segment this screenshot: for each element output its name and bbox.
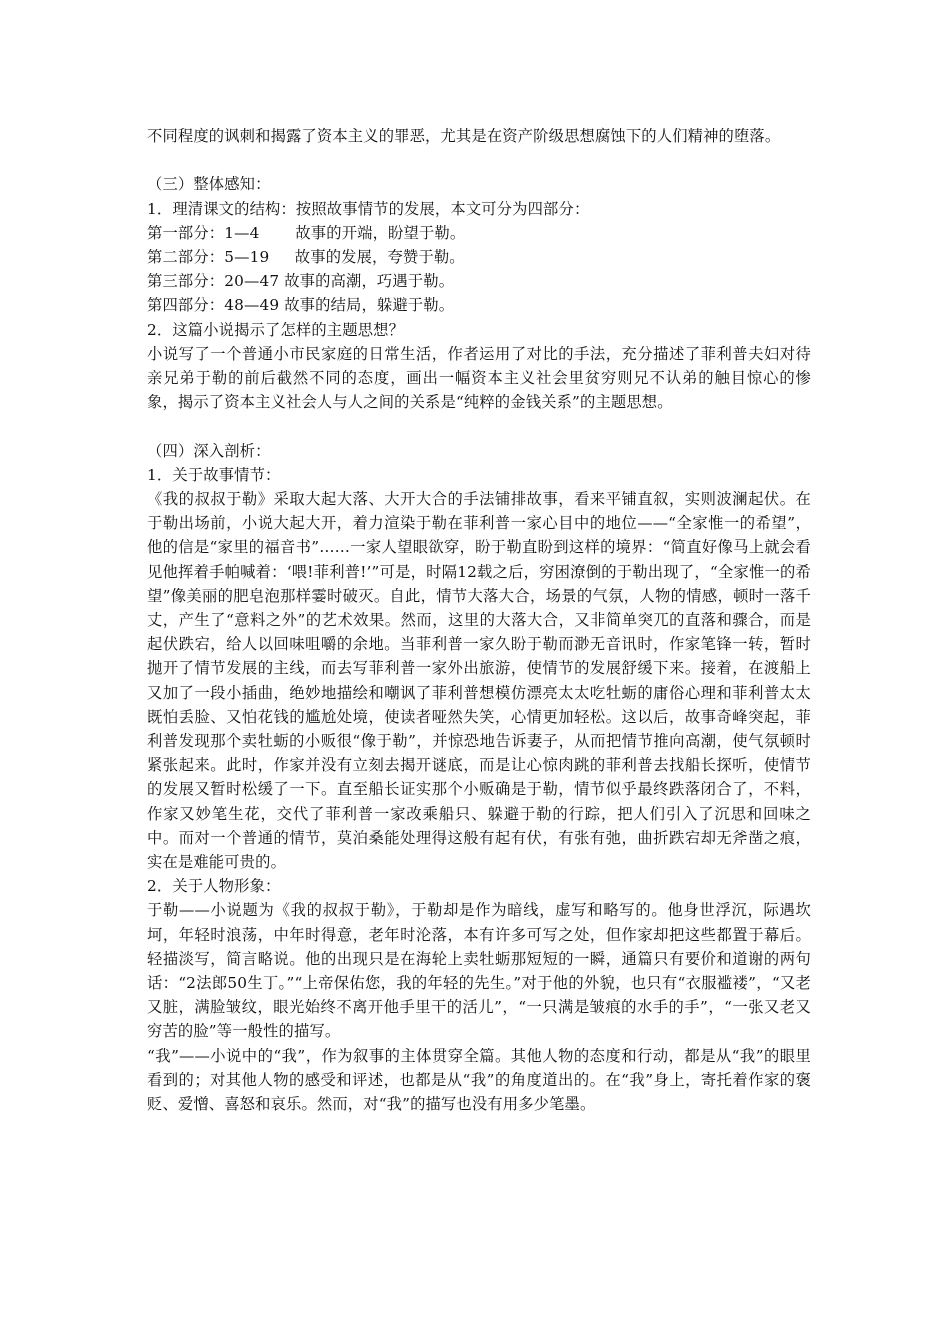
theme-answer-paragraph: 小说写了一个普通小市民家庭的日常生活，作者运用了对比的手法，充分描述了菲利普夫妇对待亲兄弟于勒的前后截然不同的态度，画出一幅资本主义社会里贫穷则兄不认弟的触目惊心的惨象，揭示了资本主义社会人与人之间的关系是“纯粹的金钱关系”的主题思想。 [147,344,811,412]
character-narrator-paragraph: “我”——小说中的“我”，作为叙事的主体贯穿全篇。其他人物的态度和行动，都是从“我”的眼里看到的；对其他人物的感受和评述，也都是从“我”的角度道出的。在“我”身上，寄托着作家的褒贬、爱憎、喜怒和哀乐。然而，对“我”的描写也没有用多少笔墨。 [147,1046,811,1114]
structure-part-2: 第二部分：5—19 故事的发展，夸赞于勒。 [147,248,465,266]
structure-part-3: 第三部分：20—47 故事的高潮，巧遇于勒。 [147,272,455,291]
character-jules-paragraph: 于勒——小说题为《我的叔叔于勒》，于勒却是作为暗线，虚写和略写的。他身世浮沉，际遇坎坷，年轻时浪荡，中年时得意，老年时沦落，本有许多可写之处，但作家却把这些都置于幕后。轻描淡写，简言略说。他的出现只是在海轮上卖牡蛎那短短的一瞬，通篇只有要价和道谢的两句话：“2法郎50生丁。”“上帝保佑您，我的年轻的先生。”对于他的外貌，也只有“衣服褴褛”，“又老又脏，满脸皱纹，眼光始终不离开他手里干的活儿”，“一只满是皱痕的水手的手”，“一张又老又穷苦的脸”等一般性的描写。 [147,901,811,1041]
section-3-question-2: 2．这篇小说揭示了怎样的主题思想？ [147,320,405,339]
document-page [147,124,811,1116]
plot-analysis-paragraph: 《我的叔叔于勒》采取大起大落、大开大合的手法铺排故事，看来平铺直叙，实则波澜起伏。在于勒出场前，小说大起大开，着力渲染于勒在菲利普一家心目中的地位——“全家惟一的希望”，他的信是“家里的福音书”……一家人望眼欲穿，盼于勒直盼到这样的境界：“简直好像马上就会看见他挥着手帕喊着：‘喂!菲利普!’”可是，时隔12载之后，穷困潦倒的于勒出现了，“全家惟一的希望”像美丽的肥皂泡那样霎时破灭。自此，情节大落大合，场景的气氛，人物的情感，顿时一落千丈，产生了“意料之外”的艺术效果。然而，这里的大落大合，又非简单突兀的直落和骤合，而是起伏跌宕，给人以回味咀嚼的余地。当菲利普一家久盼于勒而渺无音讯时，作家笔锋一转，暂时抛开了情节发展的主线，而去写菲利普一家外出旅游，使情节的发展舒缓下来。接着，在渡船上又加了一段小插曲，绝妙地描绘和嘲讽了菲利普想模仿漂亮太太吃牡蛎的庸俗心理和菲利普太太既怕丢脸、又怕花钱的尴尬处境，使读者哑然失笑，心情更加轻松。这以后，故事奇峰突起，菲利普发现那个卖牡蛎的小贩很“像于勒”，并惊恐地告诉妻子，从而把情节推向高潮，使气氛顿时紧张起来。此时，作家并没有立刻去揭开谜底，而是让心惊肉跳的菲利普去找船长探听，使情节的发展又暂时松缓了一下。直至船长证实那个小贩确是于勒，情节似乎最终跌落闭合了，不料，作家又妙笔生花，交代了菲利普一家改乘船只、躲避于勒的行踪，把人们引入了沉思和回味之中。而对一个普通的情节，莫泊桑能处理得这般有起有伏，有张有弛，曲折跌宕却无斧凿之痕，实在是难能可贵的。 [147,490,811,872]
section-3-question-1: 1．理清课文的结构：按照故事情节的发展，本文可分为四部分： [147,199,590,218]
section-4-subheading-characters: 2．关于人物形象： [147,877,281,896]
intro-paragraph: 不同程度的讽刺和揭露了资本主义的罪恶，尤其是在资产阶级思想腐蚀下的人们精神的堕落。 [147,127,781,145]
section-4-heading: （四）深入剖析： [147,441,271,460]
section-3-heading: （三）整体感知： [147,175,271,194]
structure-part-4: 第四部分：48—49 故事的结局，躲避于勒。 [147,296,455,315]
spacer [147,414,811,438]
section-4-subheading-plot: 1．关于故事情节： [147,465,281,484]
structure-part-1: 第一部分：1—4 故事的开端，盼望于勒。 [147,223,466,242]
spacer [147,148,811,172]
